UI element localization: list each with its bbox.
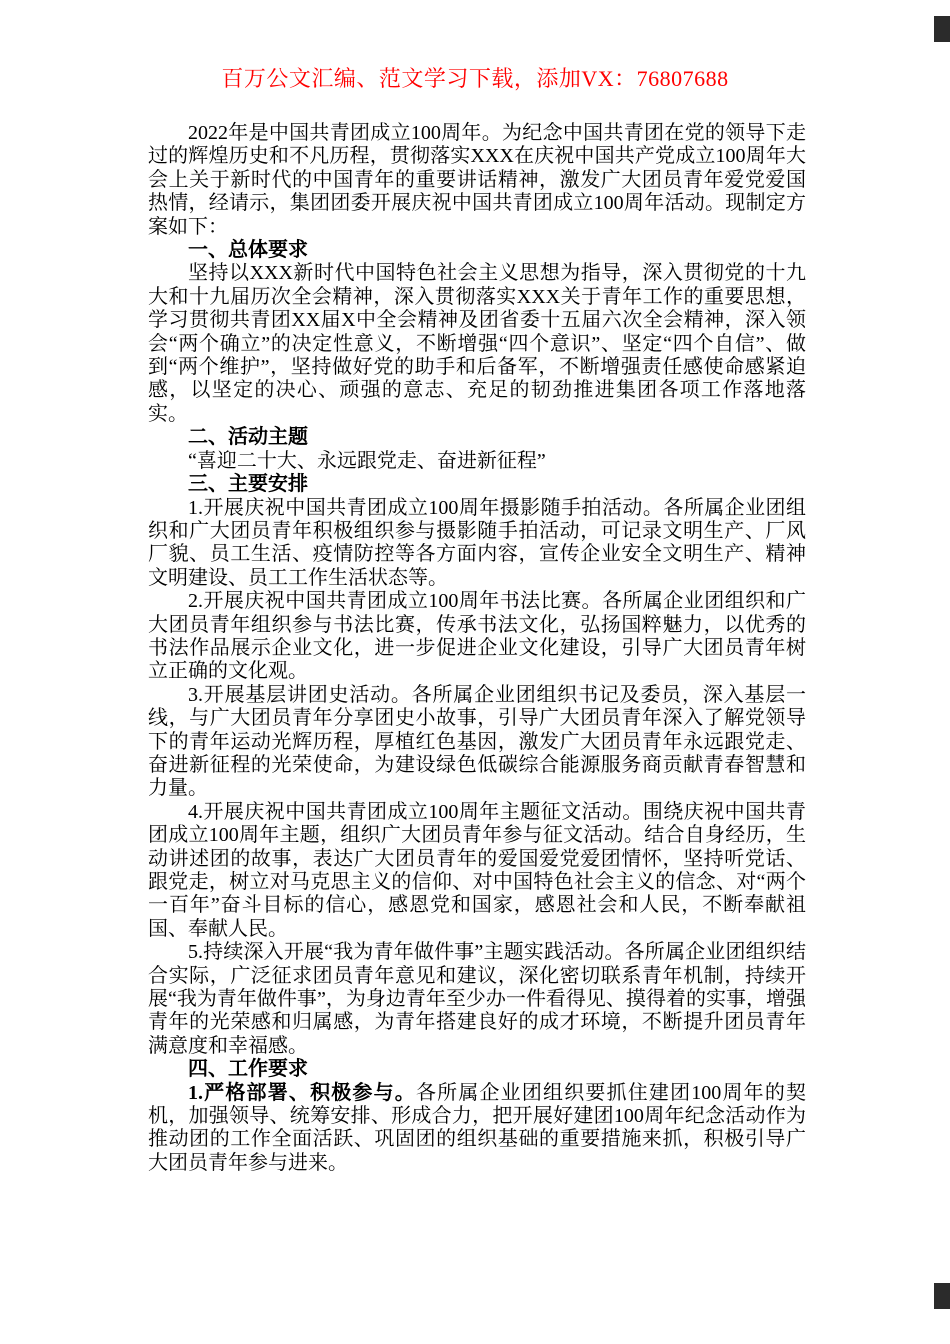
paragraph-work-requirement-1 xyxy=(148,1082,806,1176)
scrollbar-thumb-top[interactable] xyxy=(934,16,950,42)
paragraph-arrangement-1-photography: 1.开展庆祝中国共青团成立100周年摄影随手拍活动。各所属企业团组织和广大团员青年积极组织参与摄影随手拍活动，可记录文明生产、厂风厂貌、员工生活、疫情防控等各方面内容，宣传企业安全文明生产、精神文明建设、员工工作生活状态等。 xyxy=(148,496,806,589)
section-heading-main-arrangements: 三、主要安排 xyxy=(188,473,308,496)
paragraph-theme-quote: “喜迎二十大、永远跟党走、奋进新征程” xyxy=(188,449,546,472)
section-heading-overall-requirements: 一、总体要求 xyxy=(188,239,308,262)
section-heading-work-requirements: 四、工作要求 xyxy=(188,1058,308,1081)
paragraph-rest: 各所属企业团组织要抓住建团100周年的契机，加强领导、统筹安排、形成合力，把开展好建团100周年纪念活动作为推动团的工作全面活跃、巩固团的组织基础的重要措施来抓，积极引导广大团员青年参与进来。 xyxy=(148,1081,807,1174)
promo-banner-text: 百万公文汇编、范文学习下载，添加VX：76807688 xyxy=(221,66,729,91)
paragraph-arrangement-4-essay: 4.开展庆祝中国共青团成立100周年主题征文活动。围绕庆祝中国共青团成立100周年主题，组织广大团员青年参与征文活动。结合自身经历，生动讲述团的故事，表达广大团员青年的爱国爱党爱团情怀，坚持听党话、跟党走，树立对马克思主义的信仰、对中国特色社会主义的信念、对“两个一百年”奋斗目标的信心，感恩党和国家，感恩社会和人民，不断奉献祖国、奉献人民。 xyxy=(148,800,806,940)
paragraph-arrangement-2-calligraphy: 2.开展庆祝中国共青团成立100周年书法比赛。各所属企业团组织和广大团员青年组织参与书法比赛，传承书法文化，弘扬国粹魅力，以优秀的书法作品展示企业文化，进一步促进企业文化建设，引导广大团员青年树立正确的文化观。 xyxy=(148,590,806,683)
paragraph-intro: 2022年是中国共青团成立100周年。为纪念中国共青团在党的领导下走过的辉煌历史和不凡历程，贯彻落实XXX在庆祝中国共产党成立100周年大会上关于新时代的中国青年的重要讲话精神，激发广大团员青年爱党爱国热情，经请示，集团团委开展庆祝中国共青团成立100周年活动。现制定方案如下： xyxy=(148,122,806,238)
paragraph-arrangement-3-history-talks: 3.开展基层讲团史活动。各所属企业团组织书记及委员，深入基层一线，与广大团员青年分享团史小故事，引导广大团员青年深入了解党领导下的青年运动光辉历程，厚植红色基因，激发广大团员青年永远跟党走、奋进新征程的光荣使命，为建设绿色低碳综合能源服务商贡献青春智慧和力量。 xyxy=(148,683,806,800)
paragraph-arrangement-5-practice: 5.持续深入开展“我为青年做件事”主题实践活动。各所属企业团组织结合实际，广泛征求团员青年意见和建议，深化密切联系青年机制，持续开展“我为青年做件事”，为身边青年至少办一件看得见、摸得着的实事，增强青年的光荣感和归属感，为青年搭建良好的成才环境，不断提升团员青年满意度和幸福感。 xyxy=(148,941,806,1057)
document-body xyxy=(148,122,806,1175)
paragraph-bold-lead: 1.严格部署、积极参与。 xyxy=(188,1081,416,1104)
scrollbar-thumb-bottom[interactable] xyxy=(934,1283,950,1309)
section-heading-activity-theme: 二、活动主题 xyxy=(188,426,308,449)
paragraph-overall-requirements: 坚持以XXX新时代中国特色社会主义思想为指导，深入贯彻党的十九大和十九届历次全会精神，深入贯彻落实XXX关于青年工作的重要思想，学习贯彻共青团XX届X中全会精神及团省委十五届六次全会精神，深入领会“两个确立”的决定性意义，不断增强“四个意识”、坚定“四个自信”、做到“两个维护”，坚持做好党的助手和后备军，不断增强责任感使命感紧迫感，以坚定的决心、顽强的意志、充足的韧劲推进集团各项工作落地落实。 xyxy=(148,262,806,425)
